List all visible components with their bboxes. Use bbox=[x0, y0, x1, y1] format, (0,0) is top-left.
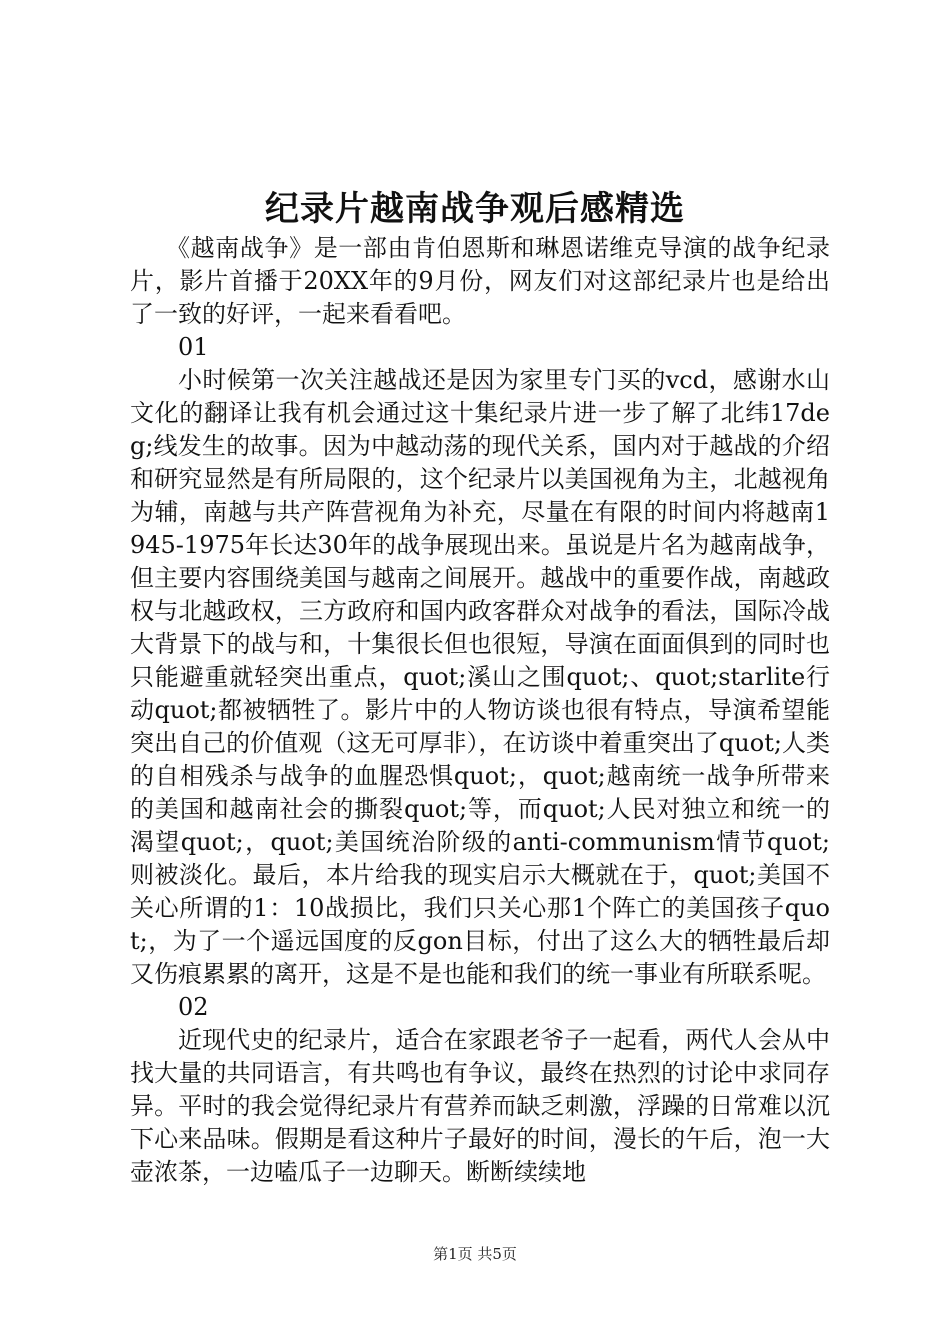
intro-paragraph: 《越南战争》是一部由肯伯恩斯和琳恩诺维克导演的战争纪录片，影片首播于20XX年的9月份，网友们对这部纪录片也是给出了一致的好评，一起来看看吧。 bbox=[130, 234, 830, 328]
section-paragraph-02: 近现代史的纪录片，适合在家跟老爷子一起看，两代人会从中找大量的共同语言，有共鸣也有争议，最终在热烈的讨论中求同存异。平时的我会觉得纪录片有营养而缺乏刺激，浮躁的日常难以沉下心来品味。假期是看这种片子最好的时间，漫长的午后，泡一大壶浓茶，一边嗑瓜子一边聊天。断断续续地 bbox=[130, 1026, 830, 1186]
section-number-02: 02 bbox=[178, 993, 209, 1021]
page-footer: 第1页 共5页 bbox=[433, 1245, 517, 1263]
section-paragraph-01: 小时候第一次关注越战还是因为家里专门买的vcd，感谢水山文化的翻译让我有机会通过这十集纪录片进一步了解了北纬17deg;线发生的故事。因为中越动荡的现代关系，国内对于越战的介绍和研究显然是有所局限的，这个纪录片以美国视角为主，北越视角为辅，南越与共产阵营视角为补充，尽量在有限的时间内将越南1945-1975年长达30年的战争展现出来。虽说是片名为越南战争，但主要内容围绕美国与越南之间展开。越战中的重要作战，南越政权与北越政权，三方政府和国内政客群众对战争的看法，国际冷战大背景下的战与和，十集很长但也很短，导演在面面俱到的同时也只能避重就轻突出重点，quot;溪山之围quot;、quot;starlite行动quot;都被牺牲了。影片中的人物访谈也很有特点，导演希望能突出自己的价值观（这无可厚非），在访谈中着重突出了quot;人类的自相残杀与战争的血腥恐惧quot;，quot;越南统一战争所带来的美国和越南社会的撕裂quot;等，而quot;人民对独立和统一的渴望quot;，quot;美国统治阶级的anti-communism情节quot;则被淡化。最后，本片给我的现实启示大概就在于，quot;美国不关心所谓的1：10战损比，我们只关心那1个阵亡的美国孩子quot;，为了一个遥远国度的反gon目标，付出了这么大的牺牲最后却又伤痕累累的离开，这是不是也能和我们的统一事业有所联系呢。 bbox=[130, 366, 830, 988]
section-number-01: 01 bbox=[178, 333, 209, 361]
document-title: 纪录片越南战争观后感精选 bbox=[265, 189, 685, 229]
document-body bbox=[130, 232, 830, 1189]
